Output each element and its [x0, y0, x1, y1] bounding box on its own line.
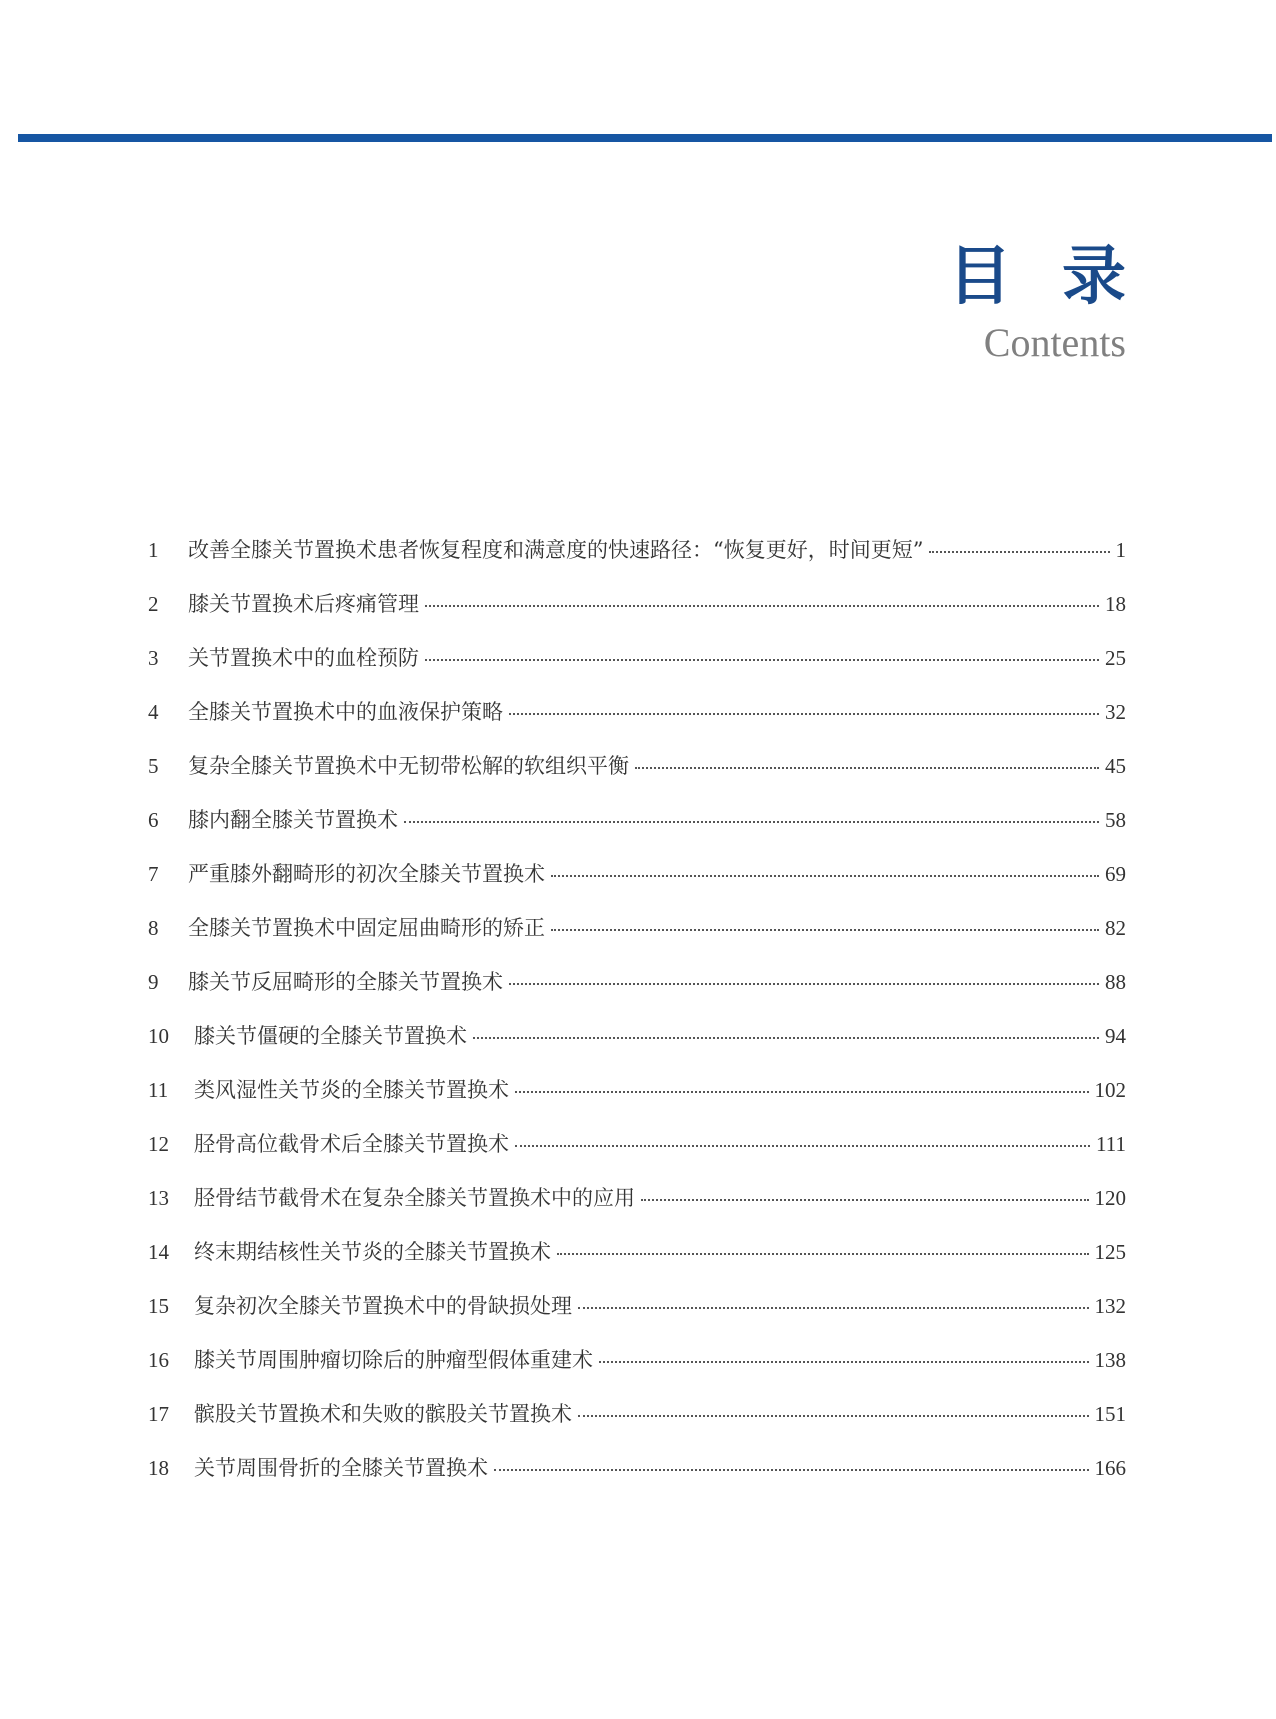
toc-dot-leader	[641, 1199, 1089, 1201]
toc-entry-number: 13	[148, 1186, 169, 1210]
toc-entry-title[interactable]: 膝关节僵硬的全膝关节置换术	[194, 1024, 467, 1048]
toc-dot-leader	[515, 1145, 1090, 1147]
toc-dot-leader	[509, 983, 1099, 985]
toc-entry-page-number[interactable]: 88	[1105, 970, 1126, 994]
toc-entry-title[interactable]: 类风湿性关节炎的全膝关节置换术	[194, 1078, 509, 1102]
toc-entry-page-number[interactable]: 25	[1105, 646, 1126, 670]
toc-dot-leader	[425, 659, 1099, 661]
toc-entry[interactable]	[148, 810, 1126, 864]
toc-dot-leader	[425, 605, 1099, 607]
toc-entry-number: 16	[148, 1348, 169, 1372]
toc-entry-page-number[interactable]: 138	[1094, 1348, 1126, 1372]
toc-entry[interactable]	[148, 648, 1126, 702]
toc-entry[interactable]	[148, 1404, 1126, 1458]
toc-entry-title[interactable]: 膝关节置换术后疼痛管理	[188, 592, 419, 616]
toc-dot-leader	[635, 767, 1099, 769]
toc-dot-leader	[473, 1037, 1099, 1039]
toc-entry-page-number[interactable]: 1	[1115, 538, 1126, 562]
toc-entry-number: 1	[148, 538, 159, 562]
toc-entry[interactable]	[148, 918, 1126, 972]
toc-entry-title[interactable]: 膝关节反屈畸形的全膝关节置换术	[188, 970, 503, 994]
toc-entry-number: 2	[148, 592, 159, 616]
toc-entry-page-number[interactable]: 18	[1105, 592, 1126, 616]
toc-entry-title[interactable]: 严重膝外翻畸形的初次全膝关节置换术	[188, 862, 545, 886]
toc-dot-leader	[557, 1253, 1089, 1255]
header-rule	[18, 134, 1272, 142]
title-block	[947, 240, 1140, 365]
toc-entry-page-number[interactable]: 69	[1105, 862, 1126, 886]
toc-dot-leader	[551, 929, 1099, 931]
toc-entry[interactable]	[148, 1080, 1126, 1134]
toc-entry[interactable]	[148, 1458, 1126, 1512]
toc-entry-number: 10	[148, 1024, 169, 1048]
toc-entry-number: 15	[148, 1294, 169, 1318]
table-of-contents	[148, 540, 1126, 1512]
toc-entry-page-number[interactable]: 32	[1105, 700, 1126, 724]
toc-entry-page-number[interactable]: 102	[1094, 1078, 1126, 1102]
toc-entry-page-number[interactable]: 132	[1094, 1294, 1126, 1318]
toc-entry-title[interactable]: 关节周围骨折的全膝关节置换术	[194, 1456, 488, 1480]
toc-entry-title[interactable]: 髌股关节置换术和失败的髌股关节置换术	[194, 1402, 572, 1426]
toc-dot-leader	[494, 1469, 1089, 1471]
toc-entry-number: 12	[148, 1132, 169, 1156]
toc-entry-page-number[interactable]: 111	[1096, 1132, 1126, 1156]
toc-entry-page-number[interactable]: 94	[1105, 1024, 1126, 1048]
toc-entry-title[interactable]: 全膝关节置换术中的血液保护策略	[188, 700, 503, 724]
toc-entry[interactable]	[148, 864, 1126, 918]
toc-entry-page-number[interactable]: 45	[1105, 754, 1126, 778]
toc-entry[interactable]	[148, 1188, 1126, 1242]
toc-entry-number: 8	[148, 916, 159, 940]
toc-entry[interactable]	[148, 1350, 1126, 1404]
toc-dot-leader	[929, 551, 1109, 553]
toc-entry-number: 7	[148, 862, 159, 886]
toc-entry-title[interactable]: 胫骨高位截骨术后全膝关节置换术	[194, 1132, 509, 1156]
toc-entry-title[interactable]: 复杂全膝关节置换术中无韧带松解的软组织平衡	[188, 754, 629, 778]
toc-entry-number: 17	[148, 1402, 169, 1426]
toc-entry-title[interactable]: 改善全膝关节置换术患者恢复程度和满意度的快速路径：“恢复更好，时间更短”	[188, 538, 924, 562]
toc-entry-number: 18	[148, 1456, 169, 1480]
toc-entry-page-number[interactable]: 166	[1094, 1456, 1126, 1480]
toc-entry-number: 11	[148, 1078, 169, 1102]
toc-dot-leader	[509, 713, 1099, 715]
toc-entry-title[interactable]: 关节置换术中的血栓预防	[188, 646, 419, 670]
toc-dot-leader	[578, 1307, 1089, 1309]
toc-entry[interactable]	[148, 594, 1126, 648]
toc-entry[interactable]	[148, 1134, 1126, 1188]
toc-dot-leader	[404, 821, 1099, 823]
toc-dot-leader	[551, 875, 1099, 877]
toc-dot-leader	[578, 1415, 1089, 1417]
toc-entry-title[interactable]: 全膝关节置换术中固定屈曲畸形的矫正	[188, 916, 545, 940]
toc-entry-number: 14	[148, 1240, 169, 1264]
toc-entry-page-number[interactable]: 120	[1094, 1186, 1126, 1210]
toc-entry-page-number[interactable]: 151	[1094, 1402, 1126, 1426]
toc-entry-number: 9	[148, 970, 159, 994]
page-title-en: Contents	[983, 320, 1126, 365]
toc-entry-number: 4	[148, 700, 159, 724]
toc-entry-page-number[interactable]: 82	[1105, 916, 1126, 940]
page-title-cn: 目 录	[947, 240, 1140, 314]
toc-entry-title[interactable]: 膝关节周围肿瘤切除后的肿瘤型假体重建术	[194, 1348, 593, 1372]
toc-entry[interactable]	[148, 1026, 1126, 1080]
toc-entry[interactable]	[148, 756, 1126, 810]
toc-dot-leader	[515, 1091, 1089, 1093]
toc-entry-page-number[interactable]: 58	[1105, 808, 1126, 832]
toc-entry[interactable]	[148, 702, 1126, 756]
toc-entry-number: 6	[148, 808, 159, 832]
toc-entry[interactable]	[148, 1242, 1126, 1296]
toc-entry-title[interactable]: 胫骨结节截骨术在复杂全膝关节置换术中的应用	[194, 1186, 635, 1210]
toc-entry-number: 5	[148, 754, 159, 778]
toc-entry-title[interactable]: 终末期结核性关节炎的全膝关节置换术	[194, 1240, 551, 1264]
toc-dot-leader	[599, 1361, 1089, 1363]
toc-entry[interactable]	[148, 1296, 1126, 1350]
toc-entry[interactable]	[148, 972, 1126, 1026]
toc-entry-page-number[interactable]: 125	[1094, 1240, 1126, 1264]
toc-entry-title[interactable]: 膝内翻全膝关节置换术	[188, 808, 398, 832]
toc-entry[interactable]	[148, 540, 1126, 594]
toc-entry-title[interactable]: 复杂初次全膝关节置换术中的骨缺损处理	[194, 1294, 572, 1318]
toc-entry-number: 3	[148, 646, 159, 670]
